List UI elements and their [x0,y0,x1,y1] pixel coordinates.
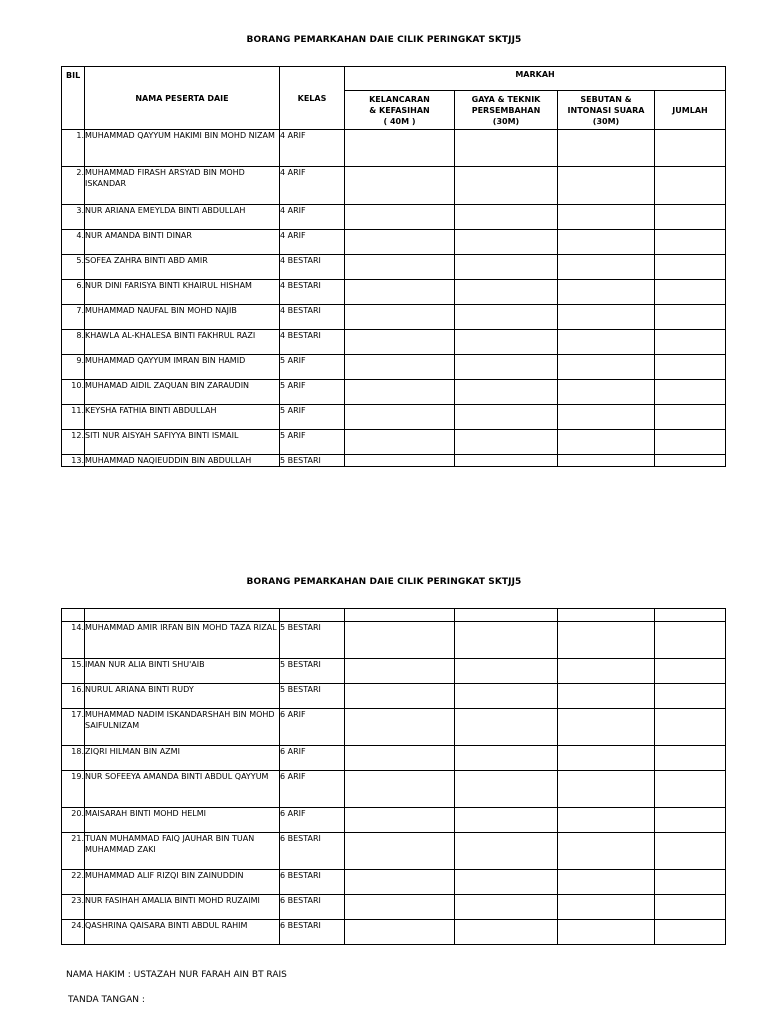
table-row [62,305,726,330]
row-kelas: 4 ARIF [280,230,345,255]
header-kelancaran-line: KELANCARAN [369,95,430,104]
row-bil: 12. [62,430,85,455]
row-bil: 14. [62,622,85,659]
row-nama: MUHAMMAD FIRASH ARSYAD BIN MOHD ISKANDAR [85,167,280,205]
row-nama: NUR DINI FARISYA BINTI KHAIRUL HISHAM [85,280,280,305]
score-kelancaran-cell[interactable] [345,808,455,833]
score-kelancaran-cell[interactable] [345,167,455,205]
row-kelas: 6 BESTARI [280,920,345,945]
score-jumlah-cell[interactable] [655,771,726,808]
row-nama: NUR SOFEEYA AMANDA BINTI ABDUL QAYYUM [85,771,280,808]
row-bil: 23. [62,895,85,920]
table-row [62,230,726,255]
table-row [62,405,726,430]
score-sebutan-cell[interactable] [558,205,655,230]
score-sebutan-cell[interactable] [558,622,655,659]
score-gaya-cell[interactable] [455,405,558,430]
table-row [62,380,726,405]
form-title: BORANG PEMARKAHAN DAIE CILIK PERINGKAT SKTJJ5 [246,35,522,45]
score-jumlah-cell[interactable] [655,659,726,684]
row-bil: 1. [62,130,85,167]
header-gaya-line: (30M) [492,117,520,126]
table-row [62,430,726,455]
row-nama: MUHAMMAD QAYYUM HAKIMI BIN MOHD NIZAM [85,130,280,167]
score-jumlah-cell[interactable] [655,205,726,230]
score-kelancaran-cell[interactable] [345,746,455,771]
score-sebutan-cell[interactable] [558,808,655,833]
row-nama: NUR ARIANA EMEYLDA BINTI ABDULLAH [85,205,280,230]
row-bil: 5. [62,255,85,280]
score-gaya-cell[interactable] [455,870,558,895]
score-jumlah-cell[interactable] [655,305,726,330]
header-gaya [455,91,558,130]
score-gaya-cell[interactable] [455,280,558,305]
score-sebutan-cell[interactable] [558,167,655,205]
row-nama: MUHAMMAD ALIF RIZQI BIN ZAINUDDIN [85,870,280,895]
score-jumlah-cell[interactable] [655,808,726,833]
score-sebutan-cell[interactable] [558,746,655,771]
score-gaya-cell[interactable] [455,709,558,746]
row-kelas: 4 ARIF [280,130,345,167]
table-row [62,622,726,659]
score-gaya-cell[interactable] [455,305,558,330]
row-bil: 16. [62,684,85,709]
table-row [62,746,726,771]
score-gaya-cell[interactable] [455,255,558,280]
row-nama: QASHRINA QAISARA BINTI ABDUL RAHIM [85,920,280,945]
row-bil: 2. [62,167,85,205]
table-row [62,255,726,280]
header-kelas: KELAS [280,67,345,130]
row-kelas: 4 BESTARI [280,305,345,330]
score-sebutan-cell[interactable] [558,684,655,709]
score-sebutan-cell[interactable] [558,833,655,870]
row-bil: 20. [62,808,85,833]
row-nama: MUHAMMAD AMIR IRFAN BIN MOHD TAZA RIZAL [85,622,280,659]
score-jumlah-cell[interactable] [655,355,726,380]
row-nama: MUHAMAD AIDIL ZAQUAN BIN ZARAUDIN [85,380,280,405]
header-nama: NAMA PESERTA DAIE [85,67,280,130]
score-sebutan-cell[interactable] [558,895,655,920]
score-gaya-cell[interactable] [455,330,558,355]
score-gaya-cell[interactable] [455,167,558,205]
table-row [62,659,726,684]
score-sebutan-cell[interactable] [558,455,655,467]
row-bil: 22. [62,870,85,895]
score-sebutan-cell[interactable] [558,255,655,280]
score-gaya-cell[interactable] [455,355,558,380]
score-sebutan-cell[interactable] [558,405,655,430]
header-sebutan-line: SEBUTAN & [580,95,632,104]
score-kelancaran-cell[interactable] [345,330,455,355]
row-nama: NURUL ARIANA BINTI RUDY [85,684,280,709]
score-gaya-cell[interactable] [455,746,558,771]
score-jumlah-cell[interactable] [655,380,726,405]
table-row [62,771,726,808]
score-jumlah-cell[interactable] [655,330,726,355]
row-kelas: 6 ARIF [280,771,345,808]
table-row [62,455,726,467]
row-kelas: 5 ARIF [280,430,345,455]
table-row [62,808,726,833]
score-kelancaran-cell[interactable] [345,870,455,895]
row-bil: 21. [62,833,85,870]
table-row [62,709,726,746]
table-row [62,870,726,895]
row-kelas: 5 BESTARI [280,455,345,467]
form-title-2: BORANG PEMARKAHAN DAIE CILIK PERINGKAT SKTJJ5 [246,577,522,587]
header-sebutan [558,91,655,130]
score-kelancaran-cell[interactable] [345,430,455,455]
row-kelas: 5 BESTARI [280,684,345,709]
score-kelancaran-cell[interactable] [345,230,455,255]
score-jumlah-cell[interactable] [655,130,726,167]
score-sebutan-cell[interactable] [558,920,655,945]
table-row [62,330,726,355]
row-nama: TUAN MUHAMMAD FAIQ JAUHAR BIN TUAN MUHAMMAD ZAKI [85,833,280,870]
score-gaya-cell[interactable] [455,380,558,405]
row-kelas: 6 ARIF [280,808,345,833]
score-kelancaran-cell[interactable] [345,659,455,684]
table-row [62,895,726,920]
score-kelancaran-cell[interactable] [345,355,455,380]
row-kelas: 6 BESTARI [280,870,345,895]
score-sebutan-cell[interactable] [558,280,655,305]
table-row [62,280,726,305]
row-nama: SOFEA ZAHRA BINTI ABD AMIR [85,255,280,280]
header-markah: MARKAH [345,67,726,91]
score-kelancaran-cell[interactable] [345,455,455,467]
row-bil: 10. [62,380,85,405]
score-jumlah-cell[interactable] [655,430,726,455]
score-sebutan-cell[interactable] [558,355,655,380]
row-nama: MUHAMMAD NAUFAL BIN MOHD NAJIB [85,305,280,330]
row-kelas: 6 ARIF [280,746,345,771]
score-jumlah-cell[interactable] [655,709,726,746]
score-kelancaran-cell[interactable] [345,130,455,167]
row-bil: 15. [62,659,85,684]
row-nama: MUHAMMAD NAQIEUDDIN BIN ABDULLAH [85,455,280,467]
score-gaya-cell[interactable] [455,684,558,709]
score-sebutan-cell[interactable] [558,870,655,895]
header-jumlah: JUMLAH [655,91,726,130]
score-jumlah-cell[interactable] [655,255,726,280]
row-nama: NUR FASIHAH AMALIA BINTI MOHD RUZAIMI [85,895,280,920]
score-jumlah-cell[interactable] [655,230,726,255]
row-kelas: 4 ARIF [280,167,345,205]
score-gaya-cell[interactable] [455,895,558,920]
score-sebutan-cell[interactable] [558,709,655,746]
score-gaya-cell[interactable] [455,622,558,659]
score-jumlah-cell[interactable] [655,895,726,920]
row-kelas: 5 ARIF [280,355,345,380]
row-bil: 18. [62,746,85,771]
header-sebutan-line: INTONASI SUARA [567,106,645,115]
row-bil: 9. [62,355,85,380]
signature-label: TANDA TANGAN : [68,995,145,1005]
row-kelas: 4 BESTARI [280,330,345,355]
score-jumlah-cell[interactable] [655,455,726,467]
header-gaya-line: PERSEMBAHAN [471,106,541,115]
table-row [62,205,726,230]
score-jumlah-cell[interactable] [655,405,726,430]
score-sebutan-cell[interactable] [558,659,655,684]
row-kelas: 5 ARIF [280,405,345,430]
score-jumlah-cell[interactable] [655,746,726,771]
score-jumlah-cell[interactable] [655,833,726,870]
score-kelancaran-cell[interactable] [345,684,455,709]
table-row [62,920,726,945]
row-kelas: 6 BESTARI [280,833,345,870]
score-sebutan-cell[interactable] [558,230,655,255]
score-kelancaran-cell[interactable] [345,380,455,405]
row-kelas: 5 BESTARI [280,622,345,659]
score-kelancaran-cell[interactable] [345,280,455,305]
score-gaya-cell[interactable] [455,205,558,230]
score-kelancaran-cell[interactable] [345,920,455,945]
row-nama: IMAN NUR ALIA BINTI SHU'AIB [85,659,280,684]
row-nama: MUHAMMAD NADIM ISKANDARSHAH BIN MOHD SAIFULNIZAM [85,709,280,746]
header-bil: BIL [62,67,85,130]
row-bil: 7. [62,305,85,330]
row-bil: 19. [62,771,85,808]
score-gaya-cell[interactable] [455,230,558,255]
score-gaya-cell[interactable] [455,455,558,467]
header-kelancaran [345,91,455,130]
score-gaya-cell[interactable] [455,920,558,945]
score-jumlah-cell[interactable] [655,622,726,659]
score-jumlah-cell[interactable] [655,870,726,895]
score-table-1 [61,66,726,467]
row-kelas: 4 BESTARI [280,255,345,280]
row-bil: 4. [62,230,85,255]
score-kelancaran-cell[interactable] [345,405,455,430]
header-sebutan-line: (30M) [592,117,620,126]
score-jumlah-cell[interactable] [655,280,726,305]
score-kelancaran-cell[interactable] [345,255,455,280]
score-kelancaran-cell[interactable] [345,709,455,746]
score-sebutan-cell[interactable] [558,380,655,405]
score-kelancaran-cell[interactable] [345,833,455,870]
row-kelas: 5 ARIF [280,380,345,405]
header-kelancaran-line: & KEFASIHAN [369,106,430,115]
row-bil: 8. [62,330,85,355]
row-bil: 11. [62,405,85,430]
row-bil: 24. [62,920,85,945]
row-kelas: 4 ARIF [280,205,345,230]
row-kelas: 4 BESTARI [280,280,345,305]
row-bil: 6. [62,280,85,305]
score-kelancaran-cell[interactable] [345,205,455,230]
score-jumlah-cell[interactable] [655,920,726,945]
row-nama: MAISARAH BINTI MOHD HELMI [85,808,280,833]
score-gaya-cell[interactable] [455,430,558,455]
table-row [62,684,726,709]
header-gaya-line: GAYA & TEKNIK [471,95,541,104]
score-sebutan-cell[interactable] [558,305,655,330]
score-jumlah-cell[interactable] [655,684,726,709]
table-row [62,355,726,380]
header-kelancaran-line: ( 40M ) [383,117,416,126]
table-row [62,130,726,167]
table-row [62,167,726,205]
score-kelancaran-cell[interactable] [345,305,455,330]
score-sebutan-cell[interactable] [558,130,655,167]
blank-header-row [62,609,726,622]
row-bil: 17. [62,709,85,746]
table-row [62,833,726,870]
score-sebutan-cell[interactable] [558,771,655,808]
row-kelas: 6 BESTARI [280,895,345,920]
score-jumlah-cell[interactable] [655,167,726,205]
score-gaya-cell[interactable] [455,130,558,167]
score-kelancaran-cell[interactable] [345,895,455,920]
row-nama: SITI NUR AISYAH SAFIYYA BINTI ISMAIL [85,430,280,455]
row-bil: 13. [62,455,85,467]
score-gaya-cell[interactable] [455,659,558,684]
row-kelas: 6 ARIF [280,709,345,746]
score-gaya-cell[interactable] [455,808,558,833]
score-table-2 [61,608,726,945]
score-kelancaran-cell[interactable] [345,622,455,659]
row-nama: KHAWLA AL-KHALESA BINTI FAKHRUL RAZI [85,330,280,355]
row-nama: KEYSHA FATHIA BINTI ABDULLAH [85,405,280,430]
row-nama: ZIQRI HILMAN BIN AZMI [85,746,280,771]
row-kelas: 5 BESTARI [280,659,345,684]
score-gaya-cell[interactable] [455,771,558,808]
row-nama: MUHAMMAD QAYYUM IMRAN BIN HAMID [85,355,280,380]
row-bil: 3. [62,205,85,230]
row-nama: NUR AMANDA BINTI DINAR [85,230,280,255]
score-sebutan-cell[interactable] [558,330,655,355]
score-sebutan-cell[interactable] [558,430,655,455]
judge-name: NAMA HAKIM : USTAZAH NUR FARAH AIN BT RAIS [66,970,287,980]
score-gaya-cell[interactable] [455,833,558,870]
score-kelancaran-cell[interactable] [345,771,455,808]
